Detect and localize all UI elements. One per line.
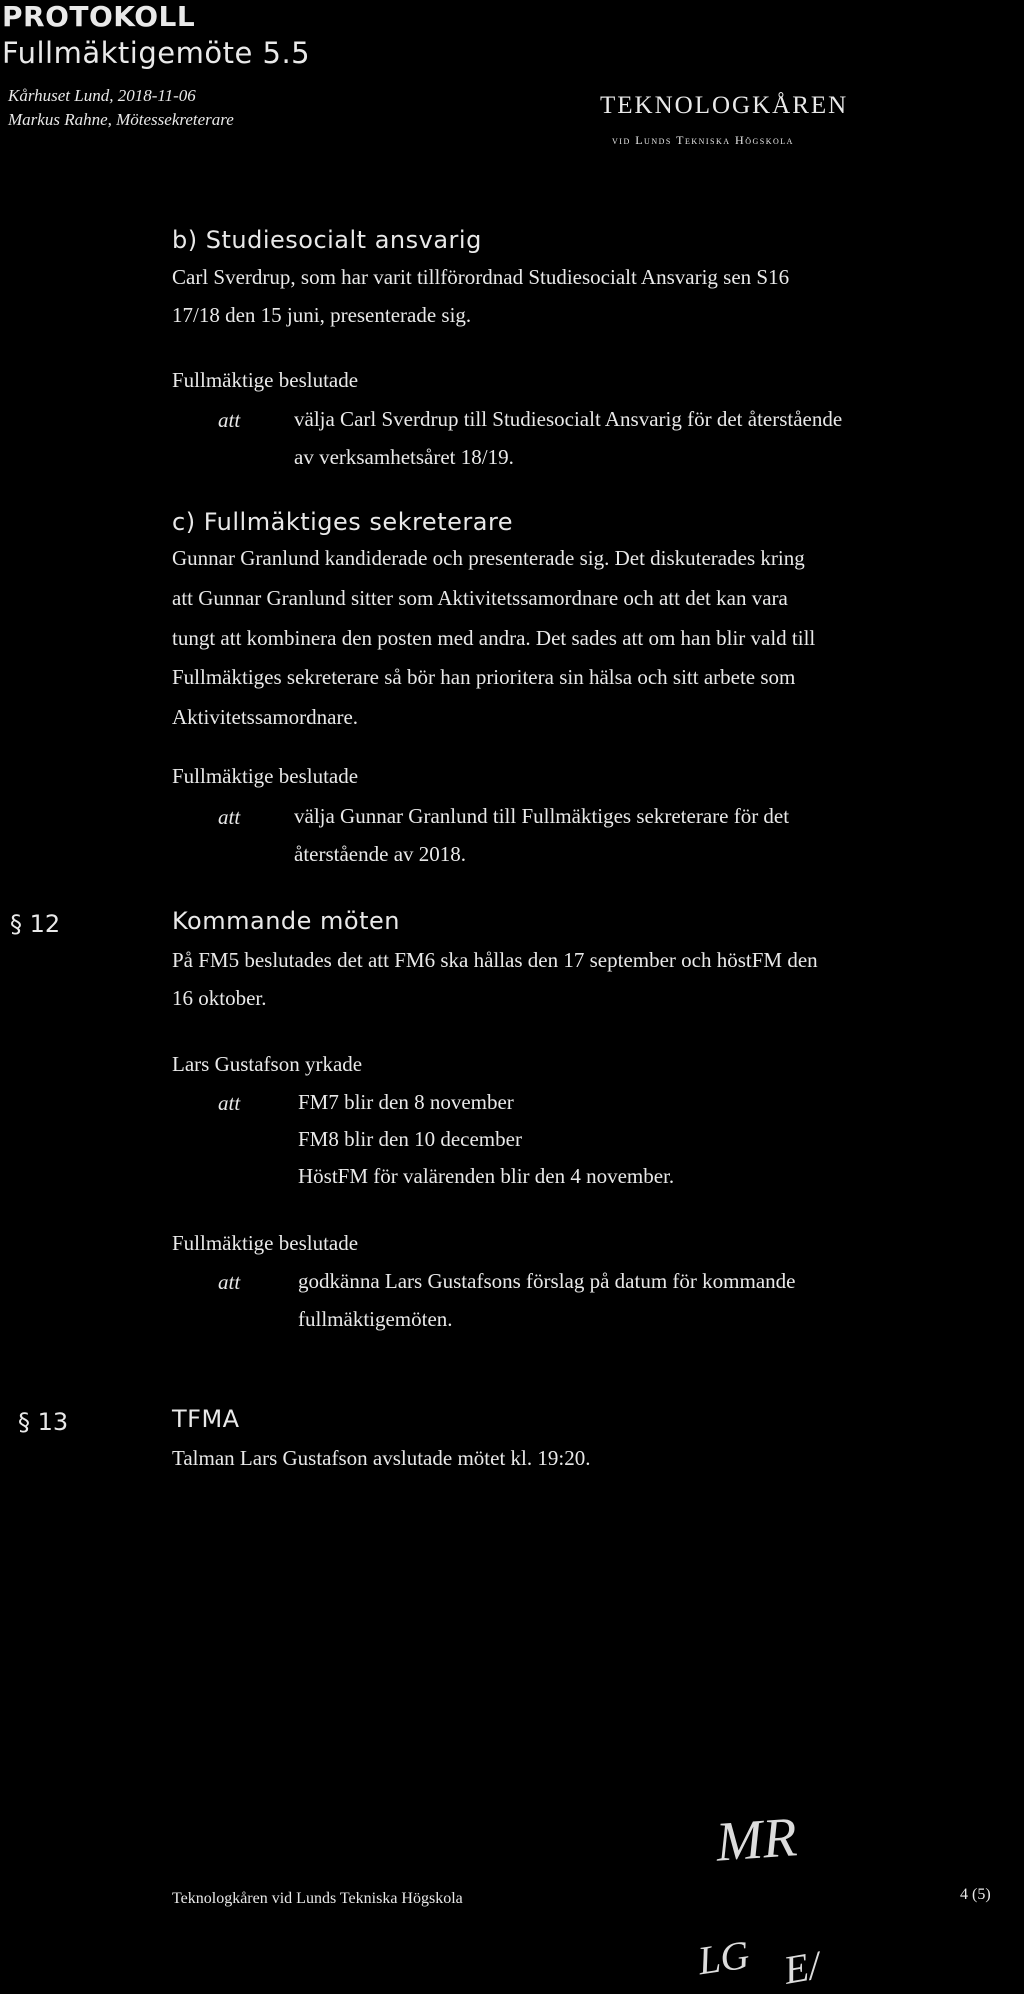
section-b-text-1: Carl Sverdrup, som har varit tillförordnad Studiesocialt Ansvarig sen S16 bbox=[172, 265, 790, 289]
org-subtitle: vid Lunds Tekniska Högskola bbox=[612, 133, 794, 147]
org-name: TEKNOLOGKÅREN bbox=[600, 92, 849, 119]
section-b-att-2: av verksamhetsåret 18/19. bbox=[294, 445, 514, 469]
section-12-att-1: FM7 blir den 8 november bbox=[298, 1090, 514, 1114]
section-12-number: § 12 bbox=[10, 910, 61, 938]
section-c-att-2: återstående av 2018. bbox=[294, 842, 467, 866]
section-c-text-2: att Gunnar Granlund sitter som Aktivitetssamordnare och att det kan vara bbox=[172, 586, 788, 610]
section-12-decision: Fullmäktige beslutade bbox=[172, 1231, 359, 1255]
meeting-secretary: Markus Rahne, Mötessekreterare bbox=[8, 110, 234, 129]
place-date: Kårhuset Lund, 2018-11-06 bbox=[8, 86, 196, 105]
section-c-text-4: Fullmäktiges sekreterare så bör han prioritera sin hälsa och sitt arbete som bbox=[172, 665, 796, 689]
section-b-decision: Fullmäktige beslutade bbox=[172, 368, 359, 392]
section-b-text-2: 17/18 den 15 juni, presenterade sig. bbox=[172, 303, 472, 327]
document-type: PROTOKOLL bbox=[2, 0, 196, 33]
section-c-att: att bbox=[218, 805, 241, 829]
section-c-text-1: Gunnar Granlund kandiderade och presenterade sig. Det diskuterades kring bbox=[172, 546, 805, 570]
section-12-att2: att bbox=[218, 1270, 241, 1294]
section-12-heading: Kommande möten bbox=[172, 907, 400, 935]
section-b-heading: b) Studiesocialt ansvarig bbox=[172, 226, 482, 254]
section-13-heading: TFMA bbox=[172, 1405, 240, 1433]
section-b-att: att bbox=[218, 408, 241, 432]
section-c-text-5: Aktivitetssamordnare. bbox=[172, 705, 359, 729]
section-b-att-1: välja Carl Sverdrup till Studiesocialt Ansvarig för det återstående bbox=[294, 407, 843, 431]
section-12-att-2: FM8 blir den 10 december bbox=[298, 1127, 522, 1151]
section-12-att-3: HöstFM för valärenden blir den 4 november. bbox=[298, 1164, 675, 1188]
section-12-text-1: På FM5 beslutades det att FM6 ska hållas den 17 september och höstFM den bbox=[172, 948, 818, 972]
section-13-number: § 13 bbox=[18, 1408, 69, 1436]
section-c-text-3: tungt att kombinera den posten med andra. Det sades att om han blir vald till bbox=[172, 626, 816, 650]
section-12-att2-2: fullmäktigemöten. bbox=[298, 1307, 453, 1331]
meeting-title: Fullmäktigemöte 5.5 bbox=[2, 36, 311, 70]
section-12-att2-1: godkänna Lars Gustafsons förslag på datum för kommande bbox=[298, 1269, 796, 1293]
section-12-att: att bbox=[218, 1091, 241, 1115]
section-c-decision: Fullmäktige beslutade bbox=[172, 764, 359, 788]
signature-initials-3: E/ bbox=[780, 1942, 824, 1993]
footer-page-number: 4 (5) bbox=[960, 1886, 991, 1903]
section-12-text-2: 16 oktober. bbox=[172, 986, 267, 1010]
signature-initials-2: LG bbox=[695, 1931, 753, 1984]
signature-initials-1: MR bbox=[713, 1806, 799, 1874]
footer-org: Teknologkåren vid Lunds Tekniska Högskola bbox=[172, 1890, 463, 1907]
section-12-motion: Lars Gustafson yrkade bbox=[172, 1052, 363, 1076]
section-13-text-1: Talman Lars Gustafson avslutade mötet kl. 19:20. bbox=[172, 1446, 591, 1470]
section-c-heading: c) Fullmäktiges sekreterare bbox=[172, 508, 514, 536]
section-c-att-1: välja Gunnar Granlund till Fullmäktiges sekreterare för det bbox=[294, 804, 790, 828]
